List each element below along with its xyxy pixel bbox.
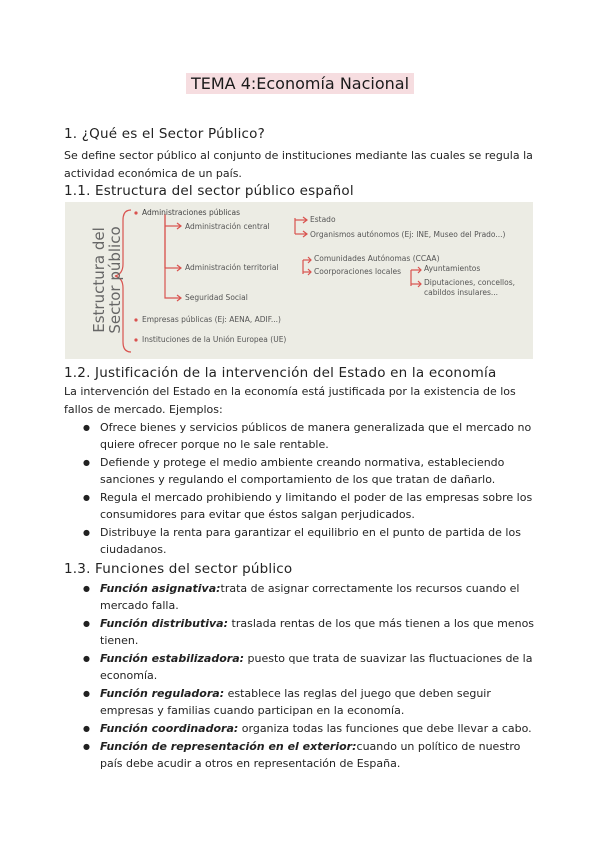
list-item	[80, 720, 540, 737]
node-seguridad-social: Seguridad Social	[185, 293, 248, 302]
section-1-2-heading: 1.2. Justificación de la intervención del Estado en la economía	[64, 365, 497, 381]
function-text: establece las reglas del juego que deben seguir empresas y familias cuando participan en la economía.	[100, 687, 491, 717]
node-empresas: Empresas públicas (Ej: AENA, ADIF...)	[142, 315, 281, 324]
section-1-2-intro: La intervención del Estado en la economía está justificada por la existencia de los fallos de mercado. Ejemplos:	[64, 385, 516, 416]
function-term: Función distributiva:	[100, 617, 229, 630]
node-admin-territorial: Administración territorial	[185, 263, 279, 272]
node-corp-locales: Coorporaciones locales	[314, 267, 401, 276]
function-term: Función coordinadora:	[100, 722, 239, 735]
node-diputaciones: Diputaciones, concellos, cabildos insulares...	[424, 278, 515, 297]
interventions-list	[80, 419, 540, 559]
list-item	[80, 685, 540, 719]
node-instituciones-ue: Instituciones de la Unión Europea (UE)	[142, 335, 287, 344]
page-title: TEMA 4:Economía Nacional	[0, 74, 600, 93]
section-1-heading: 1. ¿Qué es el Sector Público?	[64, 126, 265, 142]
node-admin-central: Administración central	[185, 222, 270, 231]
function-text: traslada rentas de los que más tienen a los que menos tienen.	[100, 617, 535, 647]
list-item	[80, 580, 540, 614]
node-ayuntamientos: Ayuntamientos	[424, 264, 481, 273]
node-admin-publicas: Administraciones públicas	[142, 208, 241, 217]
structure-diagram	[65, 202, 533, 359]
function-term: Función reguladora:	[100, 687, 225, 700]
function-text: organiza todas las funciones que debe llevar a cabo.	[238, 722, 532, 735]
diagram-side-label: Estructura del Sector público	[90, 226, 124, 334]
function-term: Función de representación en el exterior:	[100, 740, 357, 753]
function-text: cuando un político de nuestro país debe acudir a otros en representación de España.	[100, 740, 521, 770]
function-term: Función asignativa:	[100, 582, 221, 595]
list-item: ● Defiende y protege el medio ambiente creando normativa, estableciendo sanciones y regulando el comportamiento de los que tratan de dañarlo.	[80, 454, 540, 488]
function-text: puesto que trata de suavizar las fluctuaciones de la economía.	[100, 652, 533, 682]
function-term: Función estabilizadora:	[100, 652, 245, 665]
list-item: ● Ofrece bienes y servicios públicos de manera generalizada que el mercado no quiere ofrecer porque no le sale rentable.	[80, 419, 540, 453]
list-item: ● Distribuye la renta para garantizar el equilibrio en el punto de partida de los ciudadanos.	[80, 524, 540, 558]
section-1-1-heading: 1.1. Estructura del sector público español	[64, 183, 354, 199]
node-estado: Estado	[310, 215, 336, 224]
section-1-text: Se define sector público al conjunto de instituciones mediante las cuales se regula la actividad económica de un país.	[64, 149, 533, 180]
node-organismos: Organismos autónomos (Ej: INE, Museo del Prado...)	[310, 230, 506, 239]
function-text: trata de asignar correctamente los recursos cuando el mercado falla.	[100, 582, 520, 612]
list-item	[80, 738, 540, 772]
list-item	[80, 650, 540, 684]
list-item	[80, 615, 540, 649]
node-ccaa: Comunidades Autónomas (CCAA)	[314, 254, 440, 263]
section-1-3-heading: 1.3. Funciones del sector público	[64, 561, 293, 577]
list-item: ● Regula el mercado prohibiendo y limitando el poder de las empresas sobre los consumidores para evitar que éstos salgan perjudicados.	[80, 489, 540, 523]
functions-list	[80, 580, 540, 773]
